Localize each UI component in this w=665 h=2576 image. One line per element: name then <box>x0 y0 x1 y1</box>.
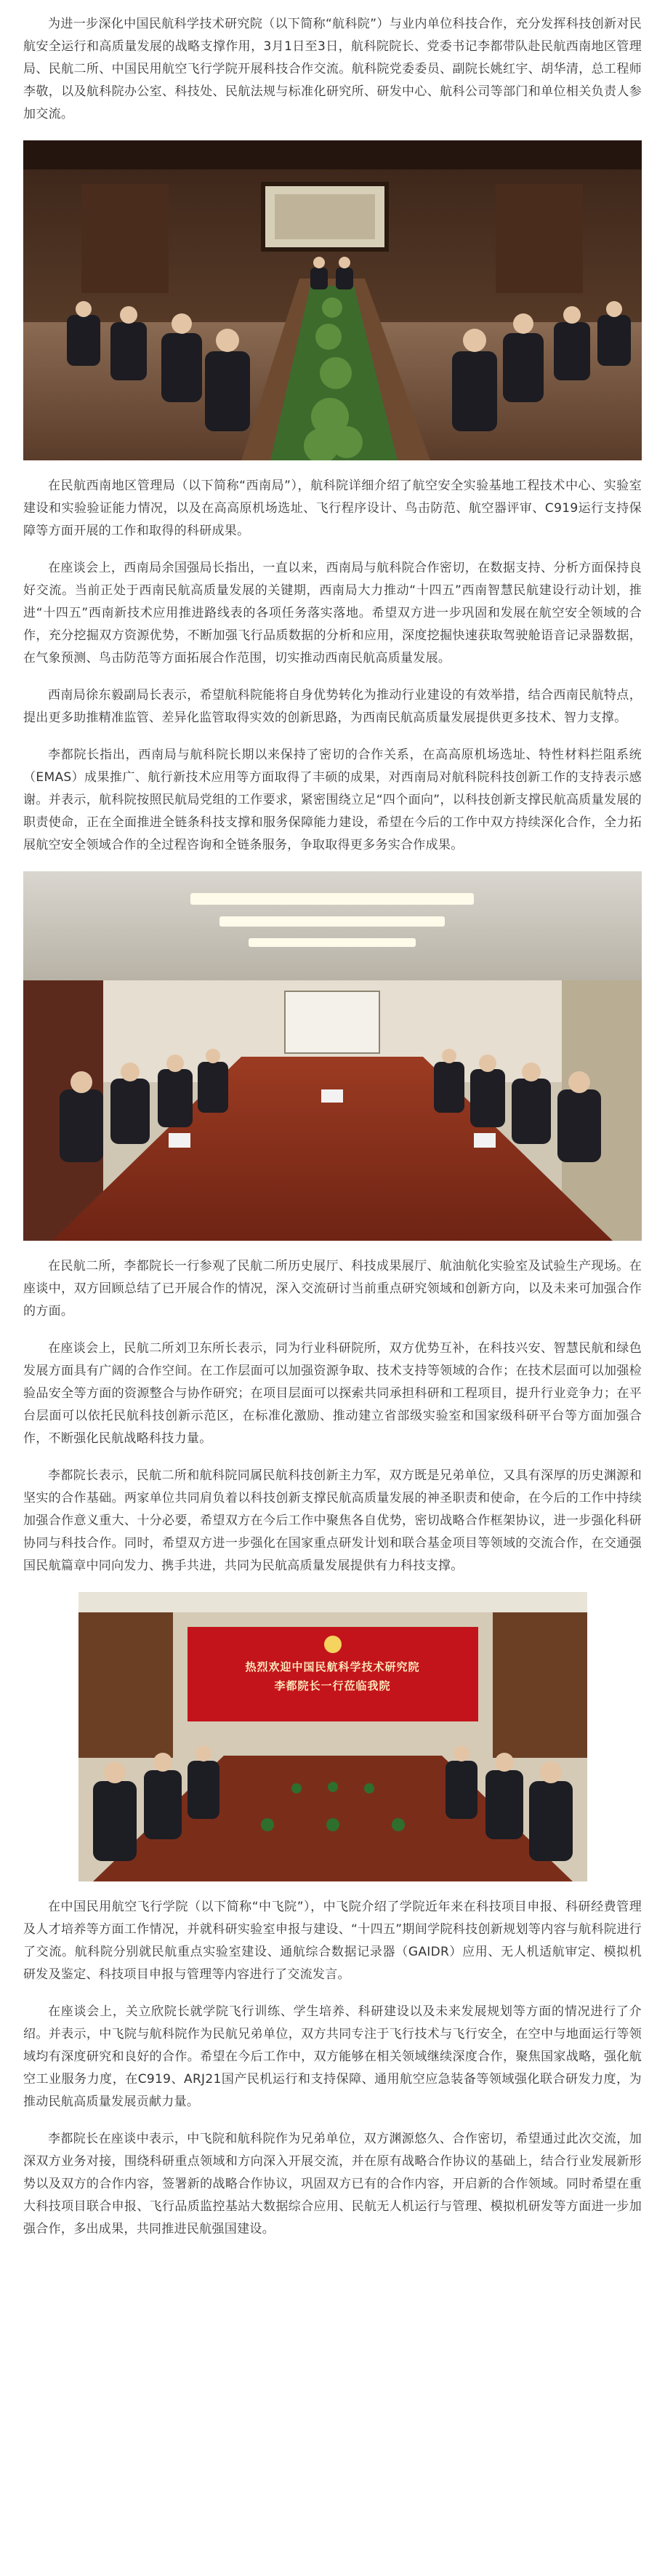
meeting-photo-3-image <box>78 1592 587 1881</box>
meeting-photo-2-image <box>23 871 642 1241</box>
paragraph-flight-university-li: 李都院长在座谈中表示，中飞院和航科院作为兄弟单位，双方渊源悠久、合作密切，希望通过此次交流，加深双方业务对接，围绕科研重点领域和方向深入开展交流，并在原有战略合作协议的基础上，结合行业发展新形势以及双方的合作内容，签署新的战略合作协议，巩固双方已有的合作内容，开启新的合作领域。同时希望在重大科技项目联合申报、飞行品质监控基站大数据综合应用、民航无人机运行与管理、模拟机研发等方面进一步加强合作，多出成果，共同推进民航强国建设。 <box>23 2132 642 2236</box>
paragraph-flight-university-intro: 在中国民用航空飞行学院（以下简称“中飞院”），中飞院介绍了学院近年来在科技项目申报、科研经费管理及人才培养等方面工作情况，并就科研实验室申报与建设、“十四五”期间学院科技创新规划等内容与航科院进行了交流。航科院分别就民航重点实验室建设、通航综合数据记录器（GAIDR）应用、无人机适航审定、模拟机研发及鉴定、科技项目申报与管理等内容进行了交流发言。 <box>23 1900 642 1982</box>
paragraph-flight-university-guan: 在座谈会上，关立欣院长就学院飞行训练、学生培养、科研建设以及未来发展规划等方面的情况进行了介绍。并表示，中飞院与航科院作为民航兄弟单位，双方共同专注于飞行技术与飞行安全，在空中与地面运行等领域均有深度研究和良好的合作。希望在今后工作中，双方能够在相关领域继续深度合作，聚焦国家战略，强化航空工业服务力度，在C919、ARJ21国产民机运行和支持保障、通用航空应急装备等领域强化联合研发力度，为推动民航高质量发展贡献力量。 <box>23 2004 642 2109</box>
banner-text-line2: 李都院长一行莅临我院 <box>274 1679 391 1692</box>
meeting-photo-second-institute <box>23 871 642 1241</box>
paragraph-intro: 为进一步深化中国民航科学技术研究院（以下简称“航科院”）与业内单位科技合作，充分发挥科技创新对民航安全运行和高质量发展的战略支撑作用，3月1日至3日，航科院院长、党委书记李都带队赴民航西南地区管理局、民航二所、中国民用航空飞行学院开展科技合作交流。航科院党委委员、副院长姚红宇、胡华清，总工程师李敬，以及航科院办公室、科技处、民航法规与标准化研究所、研发中心、航科公司等部门和单位相关负责人参加交流。 <box>23 17 642 121</box>
meeting-photo-flight-university <box>78 1592 587 1881</box>
meeting-photo-1-image <box>23 140 642 460</box>
paragraph-southwest-intro: 在民航西南地区管理局（以下简称“西南局”），航科院详细介绍了航空安全实验基地工程技术中心、实验室建设和实验验证能力情况，以及在高高原机场选址、飞行程序设计、鸟击防范、航空器评审、C919运行支持保障等方面开展的工作和取得的科研成果。 <box>23 479 642 538</box>
paragraph-southwest-li: 李都院长指出，西南局与航科院长期以来保持了密切的合作关系，在高高原机场选址、特性材料拦阻系统（EMAS）成果推广、航行新技术应用等方面取得了丰硕的成果，对西南局对航科院科技创新工作的支持表示感谢。并表示，航科院按照民航局党组的工作要求，紧密围绕立足“四个面向”，以科技创新支撑民航高质量发展的职责使命，正在全面推进全链条科技支撑和服务保障能力建设，希望在今后的工作中双方持续深化合作，全力拓展航空安全领域合作的全过程咨询和全链条服务，争取取得更多务实合作成果。 <box>23 748 642 852</box>
banner-text-line1: 热烈欢迎中国民航科学技术研究院 <box>245 1660 420 1673</box>
paragraph-second-institute-li: 李都院长表示，民航二所和航科院同属民航科技创新主力军，双方既是兄弟单位，又具有深厚的历史渊源和坚实的合作基础。两家单位共同肩负着以科技创新支撑民航高质量发展的神圣职责和使命，在今后的工作中持续加强合作意义重大、十分必要，希望双方在今后工作中聚焦各自优势，密切战略合作框架协议，进一步强化科研协同与科技合作。同时，希望双方进一步强化在国家重点研发计划和联合基金项目等领域的交流合作，在交通强国民航篇章中同向发力、携手共进，共同为民航高质量发展提供有力科技支撑。 <box>23 1468 642 1573</box>
paragraph-southwest-yu: 在座谈会上，西南局余国强局长指出，一直以来，西南局与航科院合作密切，在数据支持、分析方面保持良好交流。当前正处于西南民航高质量发展的关键期，西南局大力推动“十四五”西南智慧民航建设行动计划，推进“十四五”西南新技术应用推进路线表的各项任务落实落地。希望双方进一步巩固和发展在航空安全领域的合作，充分挖掘双方资源优势，不断加强飞行品质数据的分析和应用，深度挖掘快速获取驾驶舱语音记录器数据，在气象预测、鸟击防范等方面拓展合作范围，切实推动西南民航高质量发展。 <box>23 561 642 665</box>
paragraph-second-institute-visit: 在民航二所，李都院长一行参观了民航二所历史展厅、科技成果展厅、航油航化实验室及试验生产现场。在座谈中，双方回顾总结了已开展合作的情况，深入交流研讨当前重点研究领域和创新方向，以及未来可加强合作的方面。 <box>23 1259 642 1319</box>
paragraph-second-institute-liu: 在座谈会上，民航二所刘卫东所长表示，同为行业科研院所，双方优势互补，在科技兴安、智慧民航和绿色发展方面具有广阔的合作空间。在工作层面可以加强资源争取、技术支持等领域的合作；在技术层面可以加强检验品安全等方面的资源整合与协作研究；在项目层面可以探索共同承担科研和工程项目，提升行业竞争力；在平台层面可以依托民航科技创新示范区，在标准化激励、推动建立省部级实验室和国家级科研平台等方面加强合作，不断强化民航战略科技力量。 <box>23 1341 642 1446</box>
meeting-photo-southwest-bureau <box>23 140 642 460</box>
paragraph-southwest-xu: 西南局徐东毅副局长表示，希望航科院能将自身优势转化为推动行业建设的有效举措，结合西南民航特点，提出更多助推精准监管、差异化监管取得实效的创新思路，为西南民航高质量发展提供更多技术、智力支撑。 <box>23 688 642 725</box>
